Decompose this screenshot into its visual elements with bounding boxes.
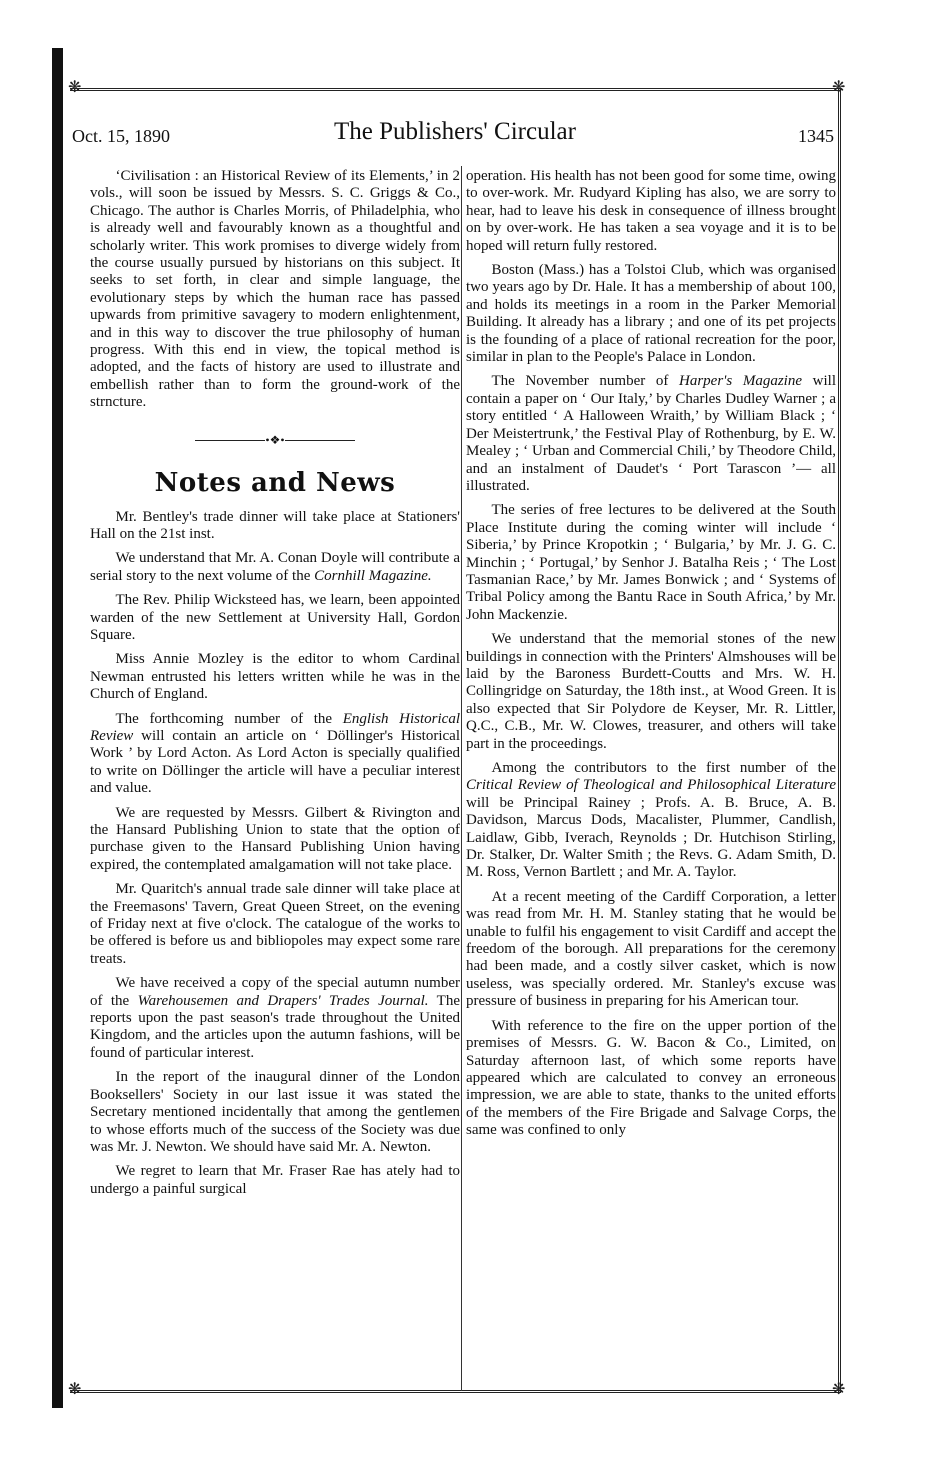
- top-border-rule: [70, 88, 840, 91]
- right-border-rule: [838, 88, 841, 1393]
- section-heading: Notes and News: [154, 468, 396, 499]
- right-column: [466, 168, 836, 1140]
- news-item: We have received a copy of the special autumn number of the Warehousemen and Drapers' Trades Journal. The reports upon the past season's trade throughout the United Kingdom, and the articles upon the autumn fashions, will be found of particular interest.: [90, 975, 460, 1061]
- corner-ornament-icon: ❋: [68, 79, 82, 96]
- news-item: We understand that Mr. A. Conan Doyle will contribute a serial story to the next volume of the Cornhill Magazine.: [90, 550, 460, 584]
- news-item: The forthcoming number of the English Historical Review will contain an article on ‘ Döllinger's Historical Work ’ by Lord Acton. As Lord Acton is specially qualified to write on Döllinger the article will have a peculiar interest and value.: [90, 710, 460, 797]
- news-item: Among the contributors to the first number of the Critical Review of Theological and Philosophical Literature will be Principal Rainey ; Profs. A. B. Bruce, A. B. Davidson, Marcus Dods, Macalister, Plummer, Candlish, Laidlaw, Gibb, Iverach, Reynolds ; Dr. Hutchison Stirling, Dr. Stalker, Dr. Walter Smith ; the Revs. G. Adam Smith, D. M. Ross, Vernon Bartlett ; and Mr. A. Taylor.: [466, 760, 836, 881]
- news-item: The Rev. Philip Wicksteed has, we learn, been appointed warden of the new Settlement at University Hall, Gordon Square.: [90, 592, 460, 643]
- corner-ornament-icon: ❋: [68, 1381, 82, 1398]
- bottom-border-rule: [70, 1390, 840, 1393]
- corner-ornament-icon: ❋: [832, 79, 846, 96]
- corner-ornament-icon: ❋: [832, 1381, 846, 1398]
- news-item: With reference to the fire on the upper portion of the premises of Messrs. G. W. Bacon & Co., Limited, on Saturday afternoon last, of which some reports have appeared which are calculated to convey an erroneous impression, we are able to state, thanks to the united efforts of the members of the Fire Brigade and Salvage Corps, the same was confined to only: [466, 1017, 836, 1139]
- column-divider: [461, 166, 462, 1391]
- news-item: In the report of the inaugural dinner of the London Booksellers' Society in our last issue it was stated the Secretary mentioned incidentally that among the gentlemen to whose efforts much of the success of the Society was due was Mr. J. Newton. We should have said Mr. A. Newton.: [90, 1069, 460, 1155]
- news-item: We regret to learn that Mr. Fraser Rae has ately had to undergo a painful surgical: [90, 1163, 460, 1197]
- news-item: Miss Annie Mozley is the editor to whom Cardinal Newman entrusted his letters written while he was in the Church of England.: [90, 651, 460, 703]
- news-item: Boston (Mass.) has a Tolstoi Club, which was organised two years ago by Dr. Hale. It has a membership of about 100, and holds its meetings in a room in the Parker Memorial Building. It already has a library ; and one of its pet projects is the founding of a place of rational recreation for the poor, similar in plan to the People's Palace in London.: [466, 262, 836, 366]
- page-number: 1345: [798, 126, 834, 146]
- news-item: At a recent meeting of the Cardiff Corporation, a letter was read from Mr. H. M. Stanley stating that he would be unable to fulfil his engagement to visit Cardiff and accept the freedom of the borough. All preparations for the ceremony had been made, and a costly silver casket, which is now useless, was specially ordered. Mr. Stanley's excuse was pressure of business in preparing for his American tour.: [466, 888, 836, 1010]
- news-item: We are requested by Messrs. Gilbert & Rivington and the Hansard Publishing Union to state that the option of purchase given to the Hansard Publishing Union having expired, the contemplated amalgamation will not take place.: [90, 804, 460, 873]
- news-item: We understand that the memorial stones of the new buildings in connection with the Printers' Almshouses will be laid by the Baroness Burdett-Coutts and Mrs. W. H. Collingridge on Saturday, the 18th inst., at Wood Green. It is also expected that Sir Polydore de Keyser, Mr. R. Littler, Q.C., C.B., Mr. W. Clowes, treasurer, and others will take part in the proceedings.: [466, 631, 836, 752]
- article-paragraph: ‘Civilisation : an Historical Review of its Elements,’ in 2 vols., will soon be issued by Messrs. S. C. Griggs & Co., Chicago. The author is Charles Morris, of Philadelphia, who is already well and favourably known as a thoughtful and scholarly writer. This work promises to diverge widely from the course usually pursued by historians on this subject. It seeks to set forth, in clear and simple language, the evolutionary steps by which the human race has passed upwards from primitive savagery to modern enlightenment, and in this way to discover the true philosophy of human progress. With this end in view, the topical method is adopted, and the facts of history are used to illustrate and embellish rather than to form the ground-work of the strncture.: [90, 168, 460, 411]
- news-item-continued: operation. His health has not been good for some time, owing to over-work. Mr. Rudyard Kipling has also, we are sorry to hear, had to leave his desk in consequence of illness brought on by over-work. He has taken a sea voyage and it is to be hoped will return fully restored.: [466, 168, 836, 254]
- news-item: The series of free lectures to be delivered at the South Place Institute during the coming winter will include ‘ Siberia,’ by Prince Kropotkin ; ‘ Bulgaria,’ by Mr. J. G. C. Minchin ; ‘ Portugal,’ by Senhor J. Batalha Reis ; ‘ The Lost Tasmanian Race,’ by Mr. James Bonwick ; and ‘ Systems of Tribal Policy among the Bantu Race in South Africa,’ by Mr. John Mackenzie.: [466, 502, 836, 623]
- publication-title: The Publishers' Circular: [334, 118, 576, 145]
- issue-date: Oct. 15, 1890: [72, 126, 170, 146]
- news-item: Mr. Bentley's trade dinner will take place at Stationers' Hall on the 21st inst.: [90, 508, 460, 542]
- news-item: The November number of Harper's Magazine will contain a paper on ‘ Our Italy,’ by Charles Dudley Warner ; a story entitled ‘ A Halloween Wraith,’ by William Black ; ‘ Der Meistertrunk,’ the Festival Play of Rothenburg, by E. W. Mealey ; ‘ Urban and Commercial Chili,’ by Theodore Child, and an instalment of Daudet's ‘ Port Tarascon ’— all illustrated.: [466, 373, 836, 494]
- running-header: [70, 118, 840, 152]
- section-divider-ornament: •❖•: [90, 432, 460, 449]
- page-binding-edge: [52, 48, 63, 1408]
- news-item: Mr. Quaritch's annual trade sale dinner will take place at the Freemasons' Tavern, Great Queen Street, on the evening of Friday next at five o'clock. The catalogue of the works to be offered is before us and bibliopoles may expect some rare treats.: [90, 881, 460, 967]
- left-column: [90, 168, 460, 1198]
